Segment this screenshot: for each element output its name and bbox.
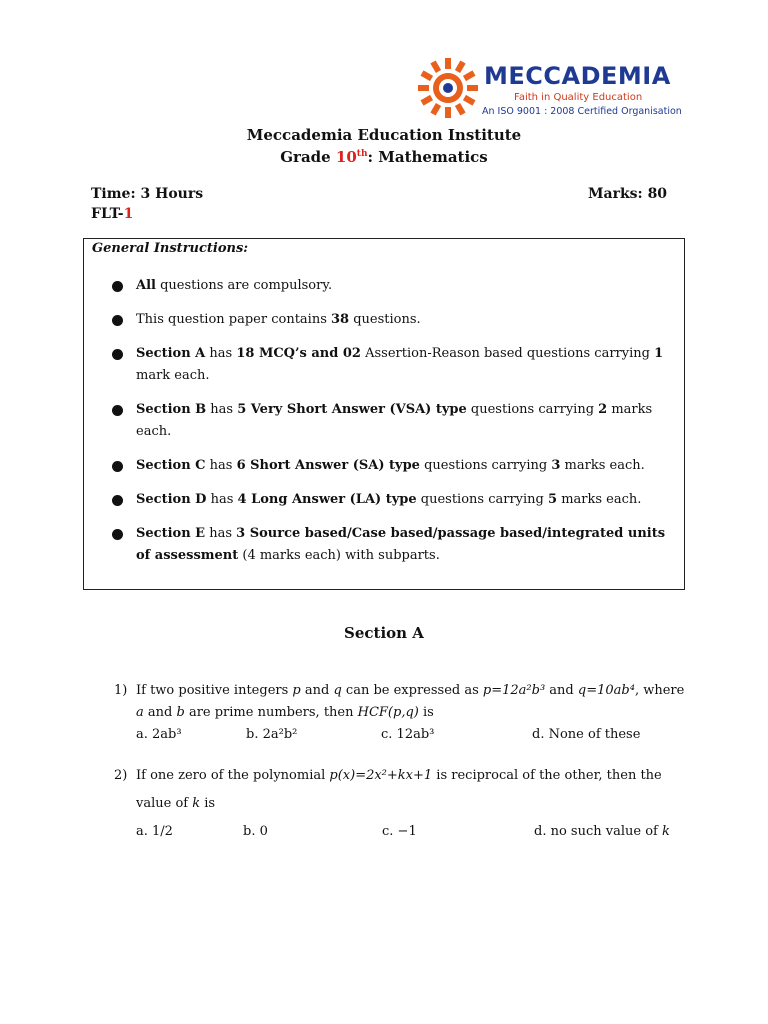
question-2: 2) If one zero of the polynomial p(x)=2x²+kx+1 is reciprocal of the other, then the value of k is a. 1/2 b. 0 c. −1 d. no such value of k xyxy=(136,765,696,843)
instruction-item: Section A has 18 MCQ’s and 02 Assertion-Reason based questions carrying 1 mark each. xyxy=(110,343,680,387)
grade-title: Grade 10th: Mathematics xyxy=(280,148,488,166)
option-b: b. 0 xyxy=(243,824,268,839)
question-2-text: If one zero of the polynomial p(x)=2x²+kx+1 is reciprocal of the other, then the xyxy=(136,768,662,783)
meccademia-logo xyxy=(418,56,682,122)
grade-number: 10th xyxy=(335,148,368,166)
option-a: a. 2ab³ xyxy=(136,727,182,742)
option-c: c. 12ab³ xyxy=(381,727,435,742)
option-d: d. no such value of k xyxy=(534,824,670,839)
question-number: 2) xyxy=(114,768,128,783)
flt-label: FLT-1 xyxy=(91,206,134,222)
instruction-item: Section B has 5 Very Short Answer (VSA) type questions carrying 2 marks each. xyxy=(110,399,680,443)
instructions-list xyxy=(110,275,680,579)
option-b: b. 2a²b² xyxy=(246,727,298,742)
logo-name: MECCADEMIA xyxy=(484,62,671,90)
question-1: 1) If two positive integers p and q can be expressed as p=12a²b³ and q=10ab⁴, where a and b are prime numbers, then HCF(p,q) is a. 2ab³ b. 2a²b² c. 12ab³ d. None of these xyxy=(136,680,696,746)
instruction-item: Section C has 6 Short Answer (SA) type questions carrying 3 marks each. xyxy=(110,455,680,477)
instruction-item: Section D has 4 Long Answer (LA) type questions carrying 5 marks each. xyxy=(110,489,680,511)
instruction-item: This question paper contains 38 questions. xyxy=(110,309,680,331)
question-2-options xyxy=(136,821,696,843)
option-c: c. −1 xyxy=(382,824,417,839)
section-a-heading: Section A xyxy=(344,624,424,642)
question-number: 1) xyxy=(114,683,128,698)
logo-tagline: Faith in Quality Education xyxy=(514,92,643,103)
institute-title: Meccademia Education Institute xyxy=(246,126,522,144)
general-instructions-title: General Instructions: xyxy=(92,241,249,256)
general-instructions-box xyxy=(83,238,685,590)
instruction-item: All questions are compulsory. xyxy=(110,275,680,297)
instruction-item: Section E has 3 Source based/Case based/passage based/integrated units of assessment (4 marks each) with subparts. xyxy=(110,523,680,567)
logo-iso: An ISO 9001 : 2008 Certified Organisation xyxy=(482,106,682,117)
sunburst-logo-icon xyxy=(418,56,478,120)
marks-label: Marks: 80 xyxy=(588,186,668,202)
option-a: a. 1/2 xyxy=(136,824,173,839)
time-label: Time: 3 Hours xyxy=(91,186,204,202)
question-1-options xyxy=(136,724,696,746)
option-d: d. None of these xyxy=(532,727,641,742)
question-1-text: If two positive integers p and q can be expressed as p=12a²b³ and q=10ab⁴, where xyxy=(136,683,685,698)
